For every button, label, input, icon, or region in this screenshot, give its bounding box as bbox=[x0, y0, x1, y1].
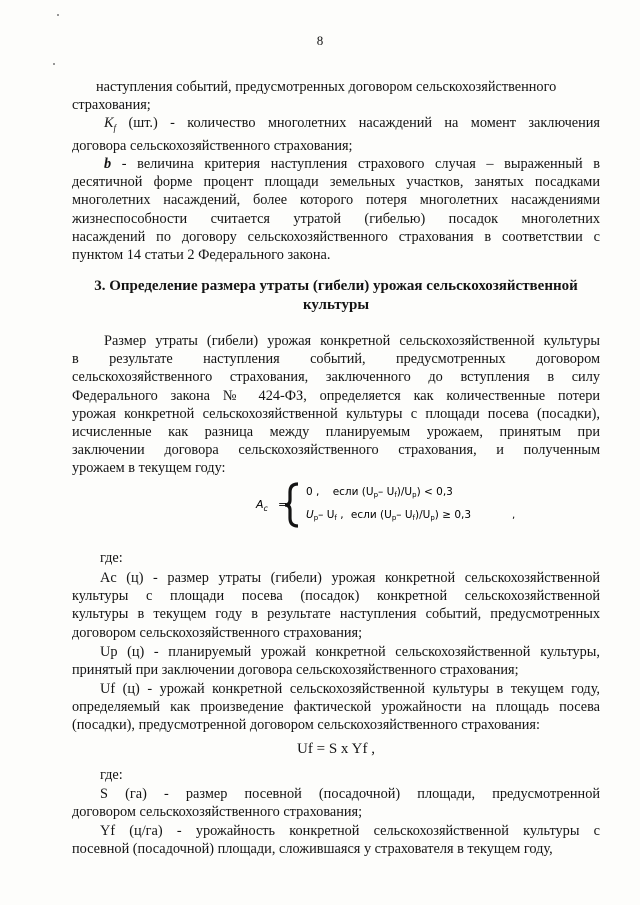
text-line: Uf (ц) - урожай конкретной сельскохозяйственной культуры в текущем году, bbox=[100, 681, 600, 697]
paragraph-loss-size bbox=[72, 332, 600, 478]
formula-trailing-comma: , bbox=[512, 510, 516, 521]
text-line: договором сельскохозяйственного страхования; bbox=[72, 804, 363, 821]
text-line: культуры в текущем году в результате наступления событий, предусмотренных bbox=[72, 606, 600, 623]
definition-yf bbox=[72, 822, 600, 858]
text-line: где: bbox=[100, 767, 123, 783]
heading-line: 3. Определение размера утраты (гибели) урожая сельскохозяйственной bbox=[94, 278, 578, 294]
b-symbol: b bbox=[104, 156, 112, 172]
text-line: Размер утраты (гибели) урожая конкретной сельскохозяйственной культуры bbox=[104, 333, 600, 349]
where-label bbox=[72, 766, 600, 784]
text-line: S (га) - размер посевной (посадочной) площади, предусмотренной bbox=[100, 786, 600, 802]
text-line: страхования; bbox=[72, 97, 151, 114]
text-line: определяемый как произведение фактической урожайности на площадь посева bbox=[72, 699, 600, 716]
text-line: урожая конкретной сельскохозяйственной культуры с площади посева (посадки), bbox=[72, 405, 600, 422]
definition-s bbox=[72, 785, 600, 821]
definition-kf bbox=[72, 114, 600, 155]
definition-up bbox=[72, 643, 600, 679]
formula-case-2: Up– Uf , если (Up– Uf)/Up) ≥ 0,3 bbox=[306, 509, 472, 522]
text-line: Up (ц) - планируемый урожай конкретной сельскохозяйственной культуры, bbox=[100, 644, 600, 660]
text-line: многолетних насаждений, более которого потеря многолетних насаждениями bbox=[72, 192, 600, 209]
text-line: жизнеспособности считается утратой (гибелью) посадок многолетних bbox=[72, 210, 600, 227]
text-line: заключении договора сельскохозяйственного страхования, и полученным bbox=[72, 442, 600, 459]
text-line: насаждений по договору сельскохозяйственного страхования в соответствии с bbox=[72, 228, 600, 245]
scan-speck bbox=[53, 63, 55, 65]
text-line: где: bbox=[100, 550, 123, 566]
formula-loss-piecewise bbox=[220, 480, 540, 530]
formula-lhs: $A_c$ bbox=[256, 498, 268, 513]
text-line: Ac (ц) - размер утраты (гибели) урожая конкретной сельскохозяйственной bbox=[100, 570, 600, 586]
text-line: принятый при заключении договора сельскохозяйственного страхования; bbox=[72, 662, 519, 679]
text-line: в результате наступления событий, предусмотренных договором bbox=[72, 351, 600, 368]
text-line: договором сельскохозяйственного страхования; bbox=[72, 624, 363, 641]
page-number: 8 bbox=[316, 33, 324, 48]
where-label bbox=[72, 549, 600, 567]
text-line: Yf (ц/га) - урожайность конкретной сельскохозяйственной культуры с bbox=[100, 823, 600, 839]
text-line: $K_f$ (шт.) - количество многолетних насаждений на момент заключения bbox=[104, 115, 600, 133]
text-line: наступления событий, предусмотренных договором сельскохозяйственного bbox=[96, 79, 557, 95]
text-line: сельскохозяйственного страхования, заключенного до вступления в силу bbox=[72, 369, 600, 386]
text-line: Федерального закона № 424-ФЗ, определяется как количественные потери bbox=[72, 387, 600, 404]
text-line: b - величина критерия наступления страхового случая – выраженный в bbox=[104, 156, 600, 172]
formula-uf: Uf = S x Yf , bbox=[297, 741, 375, 757]
paragraph-continuation bbox=[72, 78, 600, 114]
section-heading bbox=[72, 277, 600, 315]
text-line: пунктом 14 статьи 2 Федерального закона. bbox=[72, 247, 331, 264]
definition-b bbox=[72, 155, 600, 264]
definition-ac bbox=[72, 569, 600, 642]
formula-case-1: 0 , если (Up– Uf)/Up) < 0,3 bbox=[306, 486, 453, 499]
text-line: исчисленные как разница между планируемым урожаем, принятым при bbox=[72, 424, 600, 441]
text-line: договора сельскохозяйственного страхования; bbox=[72, 138, 353, 155]
formula-equals: = bbox=[278, 498, 288, 511]
text-line: урожаем в текущем году: bbox=[72, 460, 226, 477]
text-line: посевной (посадочной) площади, сложившаяся у страхователя в текущем году, bbox=[72, 841, 553, 858]
scan-speck bbox=[57, 14, 59, 16]
text-line: (посадки), предусмотренной договором сельскохозяйственного страхования: bbox=[72, 717, 540, 734]
text-line: десятичной форме процент площади земельных участков, занятых посадками bbox=[72, 174, 600, 191]
definition-uf bbox=[72, 680, 600, 735]
formula-brace bbox=[285, 484, 298, 526]
kf-symbol: $K_f$ bbox=[104, 115, 117, 133]
heading-line: культуры bbox=[302, 297, 370, 313]
text-line: культуры с площади посева (посадок) конкретной сельскохозяйственной bbox=[72, 588, 600, 605]
